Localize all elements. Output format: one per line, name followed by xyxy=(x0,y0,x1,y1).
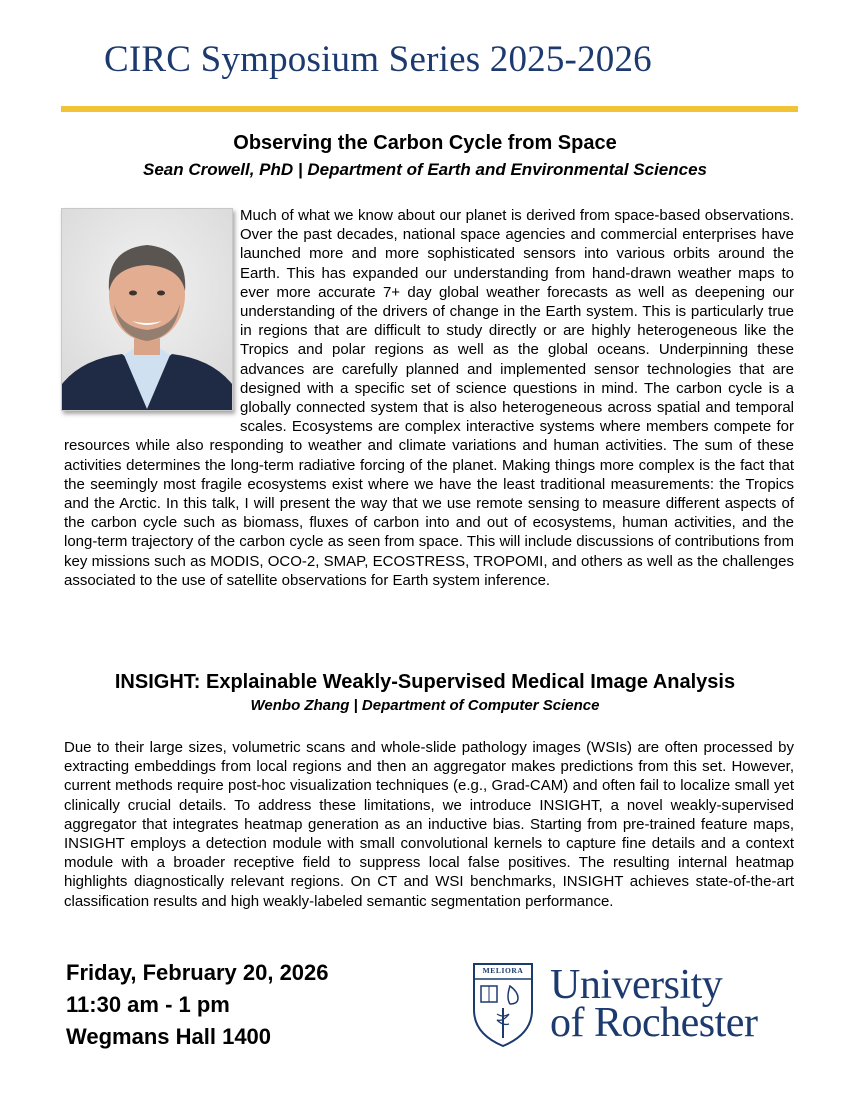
talk1-speaker: Sean Crowell, PhD | Department of Earth and Environmental Sciences xyxy=(142,160,707,179)
event-date: Friday, February 20, 2026 xyxy=(66,960,329,985)
talk2-speaker: Wenbo Zhang | Department of Computer Science xyxy=(250,697,600,714)
event-location: Wegmans Hall 1400 xyxy=(66,1024,272,1049)
talk1-title: Observing the Carbon Cycle from Space xyxy=(233,132,617,154)
talk2-title: INSIGHT: Explainable Weakly-Supervised Medical Image Analysis xyxy=(114,671,736,693)
talk1-abstract-text: Much of what we know about our planet is derived from space-based observations. Over the past decades, national space agencies and commercial enterprises have launched more and more sophisticated sensors into various orbits around the Earth. This has expanded our understanding from hand-drawn weather maps to ever more accurate 7+ day global weather forecasts as well as deepening our understanding of the drivers of change in the Earth system. This is particularly true in regions that are difficult to study directly or are highly heterogeneous like the Tropics and polar regions as well as the global oceans. Underpinning these advances are carefully planned and implemented sensor technologies that are designed with a specific set of science questions in mind. The carbon cycle is a globally connected system that is also heterogeneous across spatial and temporal scales. Ecosystems are complex interactive systems where members compete for resources while also responding to weather and climate variations and human activities. The sum of these activities determines the long-term radiative forcing of the planet. Making things more complex is the fact that the seemingly most fragile ecosystems exist where we have the least traditional measurements: the Tropics and the Arctic. In this talk, I will present the way that we use remote sensing to measure different aspects of the carbon cycle such as biomass, fluxes of carbon into and out of ecosystems, human activities, and the long-term trajectory of the carbon cycle as seen from space. This will include discussions of contributions from key missions such as MODIS, OCO-2, SMAP, ECOSTRESS, TROPOMI, and others as well as the challenges associated to the use of satellite observations for Earth system inference. xyxy=(64,207,794,589)
talk1-abstract xyxy=(64,206,794,590)
logo-name-line2: of Rochester xyxy=(550,1000,758,1046)
talk2-abstract: Due to their large sizes, volumetric scans and whole-slide pathology images (WSIs) are often processed by extracting embeddings from local regions and then an aggregator makes predictions from this set. However, current methods require post-hoc visualization techniques (e.g., Grad-CAM) and often fail to localize small yet clinically crucial details. To address these limitations, we introduce INSIGHT, a novel weakly-supervised aggregator that integrates heatmap generation as an inductive bias. Starting from pre-trained feature maps, INSIGHT employs a detection module with small convolutional kernels to capture fine details and a context module with a broader receptive field to suppress local false positives. The resulting internal heatmap highlights diagnostically relevant regions. On CT and WSI benchmarks, INSIGHT achieves state-of-the-art classification results and high weakly-labeled semantic segmentation performance. xyxy=(64,739,794,910)
gold-divider xyxy=(61,106,798,112)
logo-name-line1: University xyxy=(550,962,723,1008)
photo-wrap-spacer xyxy=(64,206,240,424)
logo-motto: MELIORA xyxy=(482,966,524,975)
page-title: CIRC Symposium Series 2025-2026 xyxy=(104,39,652,80)
university-logo xyxy=(472,962,802,1048)
event-time: 11:30 am - 1 pm xyxy=(66,992,230,1017)
